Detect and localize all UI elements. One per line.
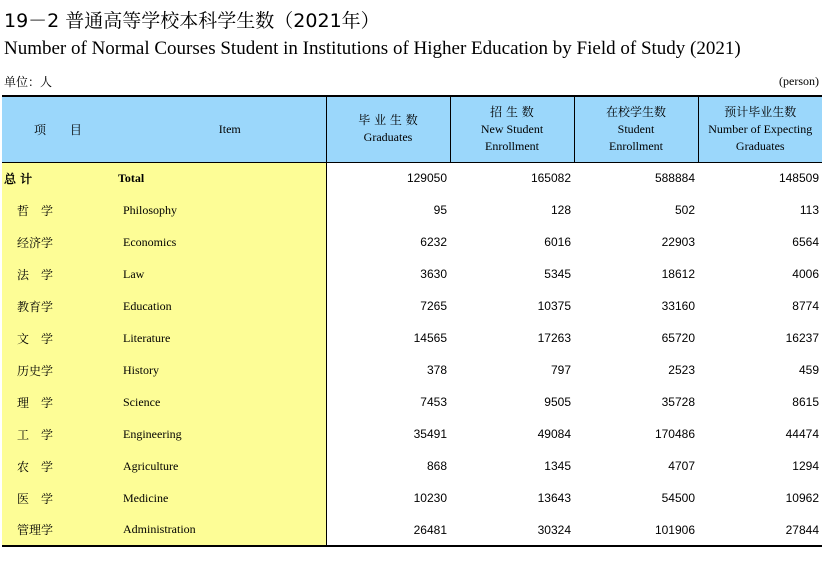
table-row — [2, 514, 822, 546]
data-table — [2, 95, 822, 547]
row-name-en: Literature — [114, 322, 326, 354]
header-new-enrollment-cn: 招 生 数 — [490, 104, 534, 119]
table-row — [2, 258, 822, 290]
header-expecting — [698, 96, 822, 162]
row-name-en: Administration — [114, 514, 326, 546]
table-row — [2, 450, 822, 482]
row-name-cn: 文 学 — [2, 322, 114, 354]
header-item-cn: 项 目 — [2, 96, 114, 162]
header-graduates-en: Graduates — [363, 130, 413, 145]
row-name-cn: 教育学 — [2, 290, 114, 322]
cell-enrollment: 33160 — [661, 299, 695, 313]
cell-expecting: 10962 — [785, 491, 819, 505]
cell-expecting: 113 — [799, 203, 819, 217]
cell-new-enrollment: 13643 — [537, 491, 571, 505]
page-title: 19－2 普通高等学校本科学生数（2021年） — [4, 10, 380, 32]
cell-new-enrollment: 1345 — [544, 459, 571, 473]
header-enrollment — [574, 96, 698, 162]
cell-graduates: 7265 — [326, 290, 450, 322]
table-row — [2, 290, 822, 322]
table-header-row — [2, 96, 822, 162]
cell-expecting: 27844 — [698, 514, 822, 546]
row-name-cn: 历史学 — [2, 354, 114, 386]
cell-new-enrollment: 17263 — [537, 331, 571, 345]
cell-graduates: 26481 — [326, 514, 450, 546]
header-new-enrollment-en2: Enrollment — [485, 138, 539, 153]
cell-new-enrollment: 49084 — [537, 427, 571, 441]
header-enrollment-en2: Enrollment — [609, 138, 663, 153]
cell-enrollment: 22903 — [661, 235, 695, 249]
cell-new-enrollment: 9505 — [544, 395, 571, 409]
cell-expecting: 148509 — [778, 171, 819, 186]
row-name-en: Engineering — [114, 418, 326, 450]
row-name-cn: 总 计 — [2, 162, 114, 194]
header-graduates — [326, 96, 450, 162]
cell-new-enrollment: 5345 — [544, 267, 571, 281]
unit-label-cn: 单位：人 — [4, 75, 53, 89]
row-name-cn: 理 学 — [2, 386, 114, 418]
cell-graduates: 3630 — [326, 258, 450, 290]
header-expecting-cn: 预计毕业生数 — [724, 104, 797, 119]
cell-graduates: 868 — [326, 450, 450, 482]
row-name-cn: 法 学 — [2, 258, 114, 290]
cell-enrollment: 588884 — [654, 171, 695, 186]
row-name-en: Economics — [114, 226, 326, 258]
table-row — [2, 194, 822, 226]
table-row — [2, 322, 822, 354]
header-enrollment-cn: 在校学生数 — [605, 104, 666, 119]
row-name-cn: 经济学 — [2, 226, 114, 258]
cell-new-enrollment: 30324 — [450, 514, 574, 546]
cell-graduates: 7453 — [326, 386, 450, 418]
header-new-enrollment — [450, 96, 574, 162]
cell-graduates: 35491 — [326, 418, 450, 450]
page-subtitle: Number of Normal Courses Student in Institutions of Higher Education by Field of Study (2021) — [4, 38, 741, 59]
row-name-en: Education — [114, 290, 326, 322]
header-enrollment-en1: Student — [617, 121, 655, 136]
header-expecting-en1: Number of Expecting — [708, 121, 813, 136]
cell-enrollment: 170486 — [654, 427, 695, 441]
row-name-en: Science — [114, 386, 326, 418]
cell-expecting: 8615 — [792, 395, 819, 409]
header-graduates-cn: 毕 业 生 数 — [358, 113, 418, 128]
cell-graduates: 6232 — [326, 226, 450, 258]
table-row — [2, 418, 822, 450]
cell-expecting: 4006 — [792, 267, 819, 281]
table-row — [2, 386, 822, 418]
cell-graduates: 14565 — [326, 322, 450, 354]
cell-expecting: 8774 — [792, 299, 819, 313]
header-new-enrollment-en1: New Student — [480, 121, 544, 136]
cell-expecting: 44474 — [785, 427, 819, 441]
cell-new-enrollment: 165082 — [530, 171, 571, 186]
row-name-en: History — [114, 354, 326, 386]
cell-enrollment: 18612 — [661, 267, 695, 281]
cell-expecting: 6564 — [792, 235, 819, 249]
cell-expecting: 1294 — [792, 459, 819, 473]
cell-expecting: 16237 — [785, 331, 819, 345]
row-name-cn: 医 学 — [2, 482, 114, 514]
table-row-total — [2, 162, 822, 194]
row-name-en: Agriculture — [114, 450, 326, 482]
row-name-en: Medicine — [114, 482, 326, 514]
row-name-en: Total — [114, 162, 326, 194]
cell-enrollment: 35728 — [661, 395, 695, 409]
table-row — [2, 226, 822, 258]
row-name-cn: 农 学 — [2, 450, 114, 482]
cell-enrollment: 101906 — [574, 514, 698, 546]
table-row — [2, 482, 822, 514]
cell-graduates: 378 — [326, 354, 450, 386]
row-name-cn: 工 学 — [2, 418, 114, 450]
cell-graduates: 10230 — [326, 482, 450, 514]
header-expecting-en2: Graduates — [735, 138, 785, 153]
unit-label-en: (person) — [779, 74, 819, 88]
cell-enrollment: 502 — [674, 203, 695, 217]
cell-enrollment: 65720 — [661, 331, 695, 345]
cell-expecting: 459 — [798, 363, 819, 377]
cell-new-enrollment: 6016 — [544, 235, 571, 249]
cell-enrollment: 4707 — [668, 459, 695, 473]
row-name-en: Philosophy — [114, 194, 326, 226]
row-name-en: Law — [114, 258, 326, 290]
header-item-en: Item — [114, 96, 326, 162]
cell-new-enrollment: 128 — [550, 203, 571, 217]
cell-new-enrollment: 797 — [550, 363, 571, 377]
cell-new-enrollment: 10375 — [537, 299, 571, 313]
cell-graduates: 95 — [326, 194, 450, 226]
row-name-cn: 哲 学 — [2, 194, 114, 226]
cell-enrollment: 54500 — [661, 491, 695, 505]
row-name-cn: 管理学 — [2, 514, 114, 546]
table-row — [2, 354, 822, 386]
cell-graduates: 129050 — [326, 162, 450, 194]
cell-enrollment: 2523 — [668, 363, 695, 377]
